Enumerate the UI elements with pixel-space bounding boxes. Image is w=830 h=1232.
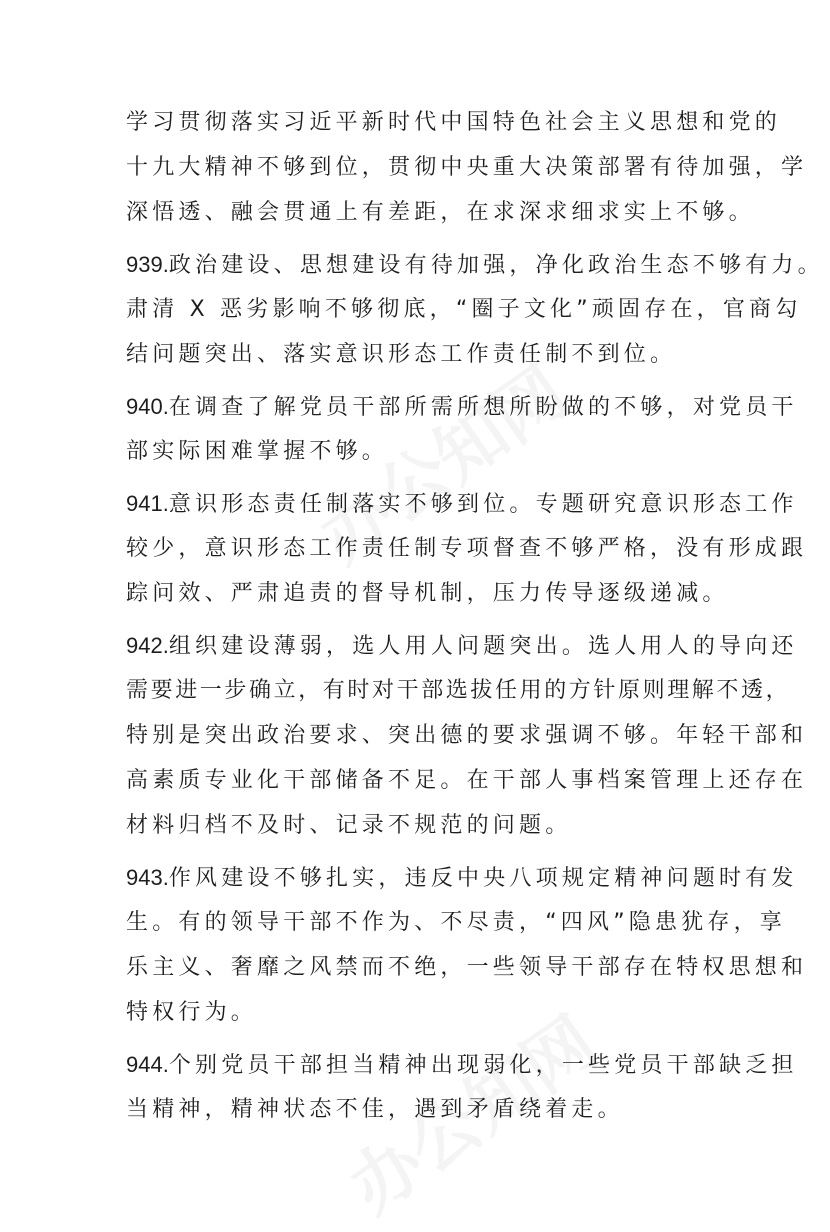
paragraph-line: 943.作风建设不够扎实，违反中央八项规定精神问题时有发 xyxy=(126,865,798,891)
list-item xyxy=(126,242,824,377)
list-item xyxy=(126,855,808,1035)
item-number: 939. xyxy=(126,252,169,277)
list-item xyxy=(126,481,808,616)
paragraph-line: 踪问效、严肃追责的督导机制，压力传导逐级递减。 xyxy=(126,581,729,606)
paragraph-line: 942.组织建设薄弱，选人用人问题突出。选人用人的导向还 xyxy=(126,633,798,659)
item-number: 943. xyxy=(126,865,169,890)
paragraph-line: 944.个别党员干部担当精神出现弱化，一些党员干部缺乏担 xyxy=(126,1052,798,1078)
paragraph-line: 肃清 X 恶劣影响不够彻底，“圈子文化”顽固存在，官商勾 xyxy=(126,297,802,322)
document-body xyxy=(126,100,824,1132)
paragraph-line: 特权行为。 xyxy=(126,1000,258,1025)
list-item xyxy=(126,1042,798,1132)
list-item xyxy=(126,623,808,848)
paragraph-line: 结问题突出、落实意识形态工作责任制不到位。 xyxy=(126,342,677,367)
list-item xyxy=(126,100,808,235)
paragraph-line: 部实际困难掌握不够。 xyxy=(126,439,389,464)
paragraph-line: 939.政治建设、思想建设有待加强，净化政治生态不够有力。 xyxy=(126,252,824,278)
item-number: 942. xyxy=(126,633,169,658)
paragraph-line: 材料归档不及时、记录不规范的问题。 xyxy=(126,813,572,838)
paragraph-line: 高素质专业化干部储备不足。在干部人事档案管理上还存在 xyxy=(126,768,808,793)
paragraph-line: 当精神，精神状态不佳，遇到矛盾绕着走。 xyxy=(126,1097,624,1122)
paragraph-line: 较少，意识形态工作责任制专项督查不够严格，没有形成跟 xyxy=(126,536,808,561)
paragraph-line: 需要进一步确立，有时对干部选拔任用的方针原则理解不透， xyxy=(126,678,791,703)
paragraph-line: 乐主义、奢靡之风禁而不绝，一些领导干部存在特权思想和 xyxy=(126,955,808,980)
item-number: 941. xyxy=(126,491,169,516)
paragraph-line: 941.意识形态责任制落实不够到位。专题研究意识形态工作 xyxy=(126,491,798,517)
paragraph-line: 生。有的领导干部不作为、不尽责，“四风”隐患犹存，享 xyxy=(126,910,786,935)
item-number: 940. xyxy=(126,394,169,419)
paragraph-line: 十九大精神不够到位，贯彻中央重大决策部署有待加强，学 xyxy=(126,155,808,180)
paragraph-line: 学习贯彻落实习近平新时代中国特色社会主义思想和党的 xyxy=(126,110,782,135)
paragraph-line: 940.在调查了解党员干部所需所想所盼做的不够，对党员干 xyxy=(126,394,798,420)
item-number: 944. xyxy=(126,1052,169,1077)
paragraph-line: 特别是突出政治要求、突出德的要求强调不够。年轻干部和 xyxy=(126,723,808,748)
list-item xyxy=(126,384,798,474)
paragraph-line: 深悟透、融会贯通上有差距，在求深求细求实上不够。 xyxy=(126,200,755,225)
